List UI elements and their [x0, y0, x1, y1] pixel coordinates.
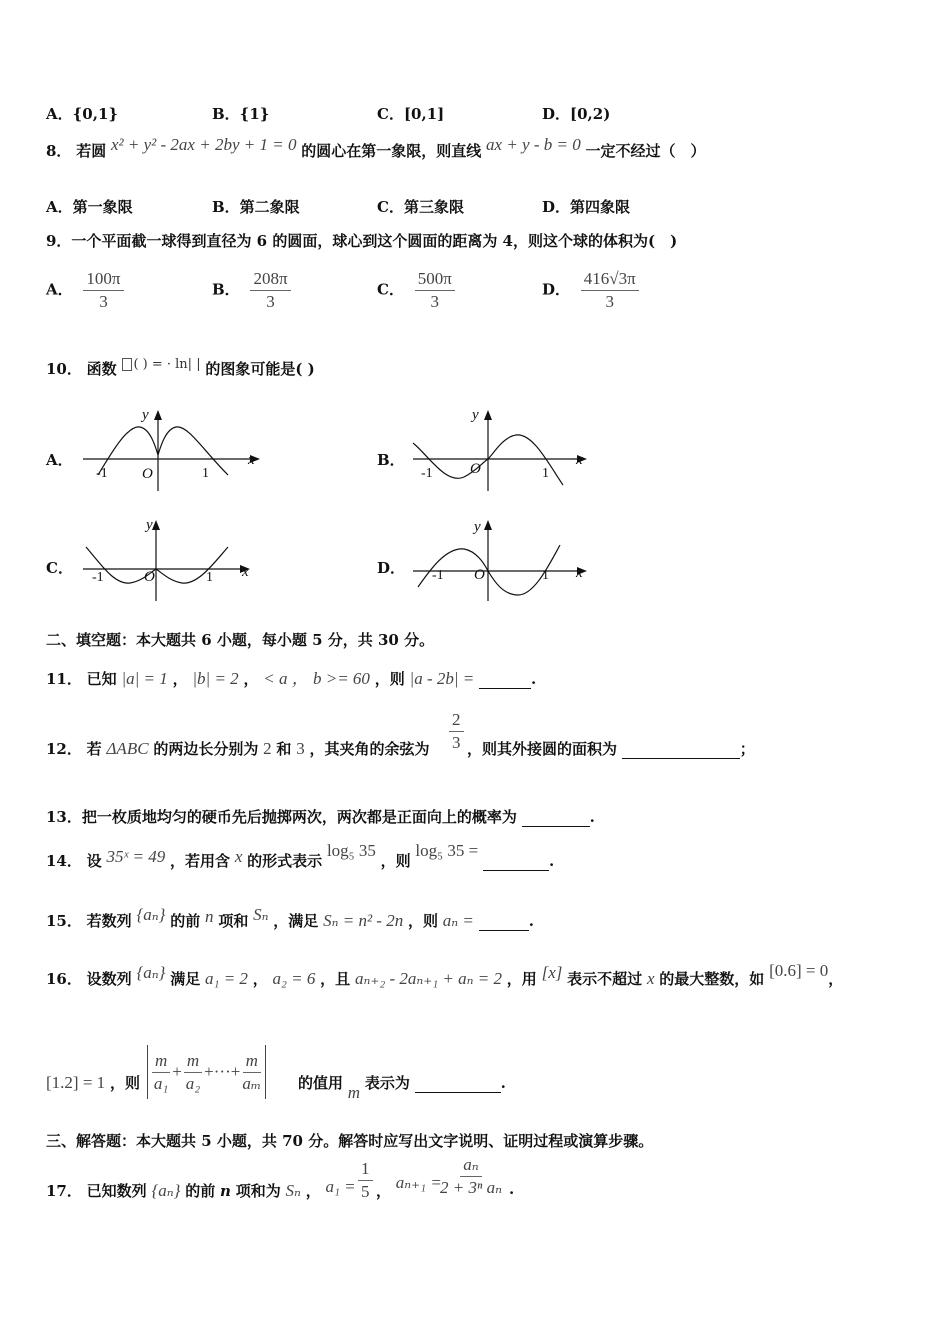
q8-option-d: D．第四象限	[542, 198, 631, 216]
q14-end: .	[548, 852, 555, 870]
graph-c	[78, 515, 268, 605]
q17-recurrence-fraction	[440, 1154, 502, 1199]
graph-d-pos-tick: 1	[542, 568, 549, 583]
q11-angle: < a ， b >= 60	[263, 669, 370, 688]
q17-end: .	[509, 1180, 515, 1198]
graph-d-x-label: x	[576, 565, 583, 581]
graph-b	[408, 405, 598, 495]
question-13	[46, 806, 595, 827]
graph-b-origin: O	[470, 461, 481, 477]
q17-sequence: {aₙ}	[151, 1181, 181, 1200]
q16-term-1-num: m	[152, 1050, 170, 1073]
q12-prefix: 若	[86, 740, 102, 758]
q17-a1: a₁ =	[325, 1177, 356, 1196]
graph-a-neg-tick: -1	[96, 466, 108, 481]
q16-text-6: ，则	[109, 1074, 140, 1092]
q11-number: 11．	[46, 670, 82, 688]
q16-example-2: [1.2] = 1	[46, 1073, 106, 1092]
q16-answer-blank[interactable]	[415, 1078, 501, 1093]
graph-c-origin: O	[144, 569, 155, 585]
q9-d-denominator: 3	[605, 292, 614, 311]
question-12-tail	[467, 738, 755, 759]
q12-text-3: ，其夹角的余弦为	[309, 740, 430, 758]
graph-c-y-label: y	[146, 517, 153, 533]
q10-function-text: ( ) = · ln| |	[133, 357, 201, 372]
q16-term-2	[184, 1050, 202, 1095]
q11-middle-text: ，则	[374, 670, 405, 688]
q16-a1: a₁ = 2	[205, 969, 248, 988]
q9-a-denominator: 3	[99, 292, 108, 311]
graph-a-origin: O	[142, 466, 153, 482]
q17-recurrence-lhs: aₙ₊₁ =	[395, 1173, 442, 1192]
q9-option-c-label: C．	[377, 280, 404, 299]
q17-a1-numerator: 1	[358, 1158, 373, 1181]
q16-term-1-den: a₁	[153, 1073, 169, 1093]
q9-d-numerator: 416√3π	[581, 268, 639, 291]
question-11: 11． 已知 |a| = 1 ， |b| = 2 ， < a ， b >= 60 ，则 |a - 2b| = .	[46, 669, 537, 688]
section-3-heading: 三、解答题：本大题共 5 小题，共 70 分。解答时应写出文字说明、证明过程或演算步骤。	[46, 1132, 654, 1150]
q17-number: 17．	[46, 1182, 82, 1200]
q7-option-a: A．{0,1}	[46, 105, 119, 123]
q14-log-2: log₅ 35 =	[415, 841, 479, 860]
q16-text-4: 表示不超过	[567, 970, 643, 988]
q15-number: 15．	[46, 912, 82, 930]
q7-option-d: D．[0,2)	[542, 105, 611, 123]
q8-middle-text: 的圆心在第一象限，则直线	[301, 142, 482, 160]
question-16-line-2	[46, 1072, 140, 1093]
q12-side-2: 3	[296, 739, 305, 758]
q11-end: .	[531, 670, 537, 688]
q16-comma: ，	[828, 970, 844, 988]
graph-a-x-label: x	[248, 452, 255, 468]
q16-text-5: 的最大整数，如	[659, 970, 765, 988]
section-2-heading: 二、填空题：本大题共 6 小题，每小题 5 分，共 30 分。	[46, 631, 435, 649]
q16-floor-notation: [x]	[541, 963, 563, 982]
q14-text-2: 的形式表示	[247, 852, 323, 870]
graph-b-x-label: x	[576, 452, 583, 468]
q9-c-denominator: 3	[430, 292, 440, 311]
q9-c-numerator: 500π	[415, 268, 455, 291]
q17-n: n	[220, 1182, 231, 1200]
q16-floor-sum: $\frac{m}{\text{a₁}}$ + $\frac{m}{\text{a₂}}$ +···+ $\frac{m}{\text{aₘ}}$	[147, 1045, 266, 1099]
q16-text-2: ，且	[320, 970, 351, 988]
q9-option-a-fraction	[83, 268, 123, 313]
q12-cos-denominator: 3	[452, 733, 461, 752]
q16-recurrence: aₙ₊₂ - 2aₙ₊₁ + aₙ = 2	[354, 969, 503, 988]
q15-text-4: ，则	[407, 912, 438, 930]
q9-option-b	[212, 268, 291, 313]
question-14	[46, 841, 555, 871]
q10-suffix: 的图象可能是( )	[205, 360, 315, 378]
q9-option-d	[542, 268, 639, 313]
graph-c-y-arrow-icon	[152, 520, 160, 530]
q8-option-b: B．第二象限	[212, 198, 300, 216]
q16-example-1: [0.6] = 0	[769, 961, 829, 980]
graph-c-neg-tick: -1	[92, 570, 104, 585]
q12-side-1: 2	[263, 739, 272, 758]
graph-a-y-arrow-icon	[154, 410, 162, 420]
q14-variable: x	[234, 847, 243, 866]
q13-text: 13．把一枚质地均匀的硬币先后抛掷两次，两次都是正面向上的概率为	[46, 808, 517, 826]
q17-text-2: 项和为	[235, 1182, 281, 1200]
q8-prefix: 若圆	[76, 142, 107, 160]
q16-x: x	[646, 969, 655, 988]
q13-answer-blank[interactable]	[522, 812, 590, 827]
graph-c-pos-tick: 1	[206, 570, 213, 585]
q16-term-1	[152, 1050, 170, 1095]
graph-c-label: C．	[46, 559, 73, 577]
q15-text-1: 的前	[170, 912, 201, 930]
q12-cosine-fraction	[449, 709, 464, 754]
q14-text-3: ，则	[380, 852, 411, 870]
q17-a1-denominator: 5	[361, 1182, 370, 1201]
q7-option-c: C．[0,1]	[377, 105, 445, 123]
q8-circle-equation: x² + y² - 2ax + 2by + 1 = 0	[111, 135, 297, 154]
q7-option-b: B．{1}	[212, 105, 270, 123]
q11-a-magnitude: |a| = 1	[121, 669, 168, 688]
q9-option-d-label: D．	[542, 280, 571, 299]
graph-a-pos-tick: 1	[202, 466, 209, 481]
q17-rec-denominator: 2 + 3ⁿ aₙ	[440, 1178, 502, 1197]
q12-answer-blank[interactable]	[622, 744, 740, 759]
q9-option-a-label: A．	[46, 280, 73, 299]
q16-a2: a₂ = 6	[272, 969, 316, 988]
question-8	[46, 135, 706, 161]
graph-d-origin: O	[474, 567, 485, 583]
q17-a1-fraction	[358, 1158, 373, 1203]
q15-equation: Sₙ = n² - 2n	[323, 911, 404, 930]
question-17-tail: ， aₙ₊₁ =	[376, 1173, 442, 1200]
q9-option-b-fraction	[250, 268, 290, 313]
q9-b-denominator: 3	[266, 292, 275, 311]
q16-text-3: ，用	[506, 970, 537, 988]
q12-end: ；	[739, 740, 755, 758]
q11-target: |a - 2b| =	[409, 669, 475, 688]
question-16-line-2-tail	[298, 1072, 506, 1102]
q15-n: n	[205, 907, 214, 926]
q8-number: 8．	[46, 142, 72, 160]
q9-option-c	[377, 268, 455, 313]
q15-prefix: 若数列	[86, 912, 132, 930]
q17-sum: Sₙ	[285, 1181, 301, 1200]
q14-number: 14．	[46, 852, 82, 870]
question-9: 9．一个平面截一球得到直径为 6 的圆面，球心到这个圆面的距离为 4，则这个球的体积为( )	[46, 232, 678, 250]
graph-b-label: B．	[377, 451, 405, 469]
q16-term-m	[242, 1050, 261, 1095]
q9-option-a	[46, 268, 124, 313]
q12-number: 12．	[46, 740, 82, 758]
q15-end: .	[528, 912, 534, 930]
q17-prefix: 已知数列	[86, 1182, 147, 1200]
q16-dots: +···+	[204, 1062, 241, 1081]
q17-rec-numerator: aₙ	[460, 1154, 481, 1177]
question-17: 17． 已知数列 {aₙ} 的前 n 项和为 Sₙ ， a₁ =	[46, 1177, 356, 1200]
q15-sequence: {aₙ}	[136, 905, 166, 924]
graph-b-pos-tick: 1	[542, 466, 549, 481]
q10-prefix: 函数	[86, 360, 117, 378]
q8-option-c: C．第三象限	[377, 198, 464, 216]
q12-triangle: ΔABC	[106, 739, 149, 758]
q17-text-1: 的前	[185, 1182, 216, 1200]
q16-text-1: 满足	[170, 970, 201, 988]
question-12	[46, 738, 430, 759]
graph-b-y-label: y	[472, 407, 479, 423]
q15-sum: Sₙ	[253, 905, 269, 924]
q14-answer-blank[interactable]	[483, 856, 549, 871]
q12-cos-numerator: 2	[449, 709, 464, 732]
graph-d-label: D．	[377, 559, 406, 577]
question-15	[46, 905, 534, 931]
q11-prefix: 已知	[86, 670, 117, 688]
q16-term-m-den: aₘ	[242, 1073, 262, 1093]
q11-b-magnitude: |b| = 2	[192, 669, 239, 688]
q9-option-b-label: B．	[212, 280, 240, 299]
q10-number: 10．	[46, 360, 82, 378]
q15-text-2: 项和	[218, 912, 249, 930]
graph-a-y-label: y	[142, 407, 149, 423]
q12-text-4: ，则其外接圆的面积为	[467, 740, 618, 758]
q16-prefix: 设数列	[86, 970, 132, 988]
graph-d-y-arrow-icon	[484, 520, 492, 530]
q16-end: .	[500, 1074, 506, 1092]
q14-log-1: log₅ 35	[326, 841, 376, 860]
graph-d-neg-tick: -1	[432, 568, 444, 583]
q14-prefix: 设	[86, 852, 102, 870]
q15-text-3: ，满足	[273, 912, 319, 930]
q9-a-numerator: 100π	[83, 268, 123, 291]
graph-a	[78, 405, 268, 495]
graph-c-x-label: x	[242, 564, 249, 580]
q16-text-7: 的值用	[298, 1074, 344, 1092]
q16-number: 16．	[46, 970, 82, 988]
graph-d	[408, 515, 598, 605]
q8-option-a: A．第一象限	[46, 198, 133, 216]
q16-term-m-num: m	[243, 1050, 261, 1073]
missing-glyph-icon	[122, 358, 132, 371]
q12-text-2: 和	[276, 740, 292, 758]
q16-sequence: {aₙ}	[136, 963, 166, 982]
q10-function-image	[121, 357, 200, 372]
q15-target: aₙ =	[442, 911, 474, 930]
q11-answer-blank[interactable]	[479, 674, 531, 689]
q14-text-1: ，若用含	[170, 852, 231, 870]
q9-option-c-fraction	[415, 268, 455, 313]
q9-b-numerator: 208π	[250, 268, 290, 291]
q12-text-1: 的两边长分别为	[153, 740, 259, 758]
graph-a-label: A．	[46, 451, 73, 469]
q13-end: .	[589, 808, 595, 826]
q16-text-8: 表示为	[364, 1074, 410, 1092]
graph-d-y-label: y	[474, 519, 481, 535]
graph-b-y-arrow-icon	[484, 410, 492, 420]
q16-term-2-num: m	[184, 1050, 202, 1073]
question-10	[46, 358, 315, 379]
question-16: 16． 设数列 {aₙ} 满足 a₁ = 2 ， a₂ = 6 ，且 aₙ₊₂ - 2aₙ₊₁ + aₙ = 2 ，用 [x] 表示不超过 x 的最大整数，如 [0.6] = 0，	[46, 961, 844, 988]
q16-m: m	[347, 1083, 361, 1102]
graph-b-neg-tick: -1	[421, 466, 433, 481]
q8-line-equation: ax + y - b = 0	[486, 135, 581, 154]
q9-option-d-fraction	[581, 268, 639, 313]
q16-term-2-den: a₂	[185, 1073, 201, 1093]
q8-suffix: 一定不经过（ ）	[585, 142, 706, 160]
q14-equation: 35ˣ = 49	[106, 847, 166, 866]
q15-answer-blank[interactable]	[479, 916, 529, 931]
